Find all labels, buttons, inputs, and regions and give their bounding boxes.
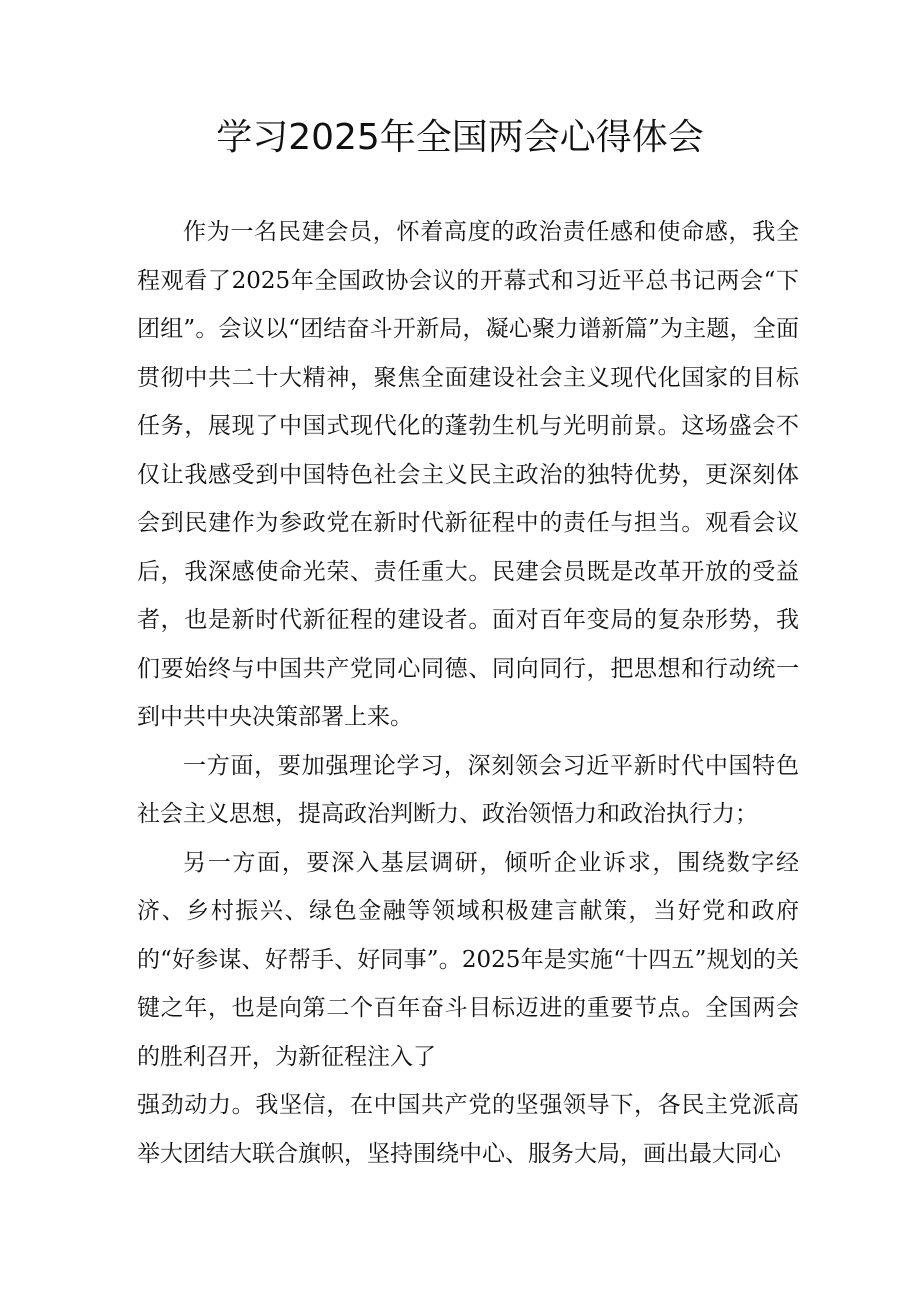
paragraph-first-aspect: 一方面，要加强理论学习，深刻领会习近平新时代中国特色社会主义思想，提高政治判断力、政治领悟力和政治执行力；: [137, 752, 799, 827]
paragraph-continuation: 强劲动力。我坚信，在中国共产党的坚强领导下，各民主党派高举大团结大联合旗帜，坚持围绕中心、服务大局，画出最大同心: [137, 1092, 799, 1167]
document-body: [137, 208, 799, 1178]
paragraph-intro: 作为一名民建会员，怀着高度的政治责任感和使命感，我全程观看了2025年全国政协会议的开幕式和习近平总书记两会“下团组”。会议以“团结奋斗开新局，凝心聚力谱新篇”为主题，全面贯彻中共二十大精神，聚焦全面建设社会主义现代化国家的目标任务，展现了中国式现代化的蓬勃生机与光明前景。这场盛会不仅让我感受到中国特色社会主义民主政治的独特优势，更深刻体会到民建作为参政党在新时代新征程中的责任与担当。观看会议后，我深感使命光荣、责任重大。民建会员既是改革开放的受益者，也是新时代新征程的建设者。面对百年变局的复杂形势，我们要始终与中国共产党同心同德、同向同行，把思想和行动统一到中共中央决策部署上来。: [137, 219, 799, 730]
paragraph-second-aspect: 另一方面，要深入基层调研，倾听企业诉求，围绕数字经济、乡村振兴、绿色金融等领域积极建言献策，当好党和政府的“好参谋、好帮手、好同事”。2025年是实施“十四五”规划的关键之年，也是向第二个百年奋斗目标迈进的重要节点。全国两会的胜利召开，为新征程注入了: [137, 849, 799, 1070]
document-title: 学习2025年全国两会心得体会: [216, 117, 704, 158]
